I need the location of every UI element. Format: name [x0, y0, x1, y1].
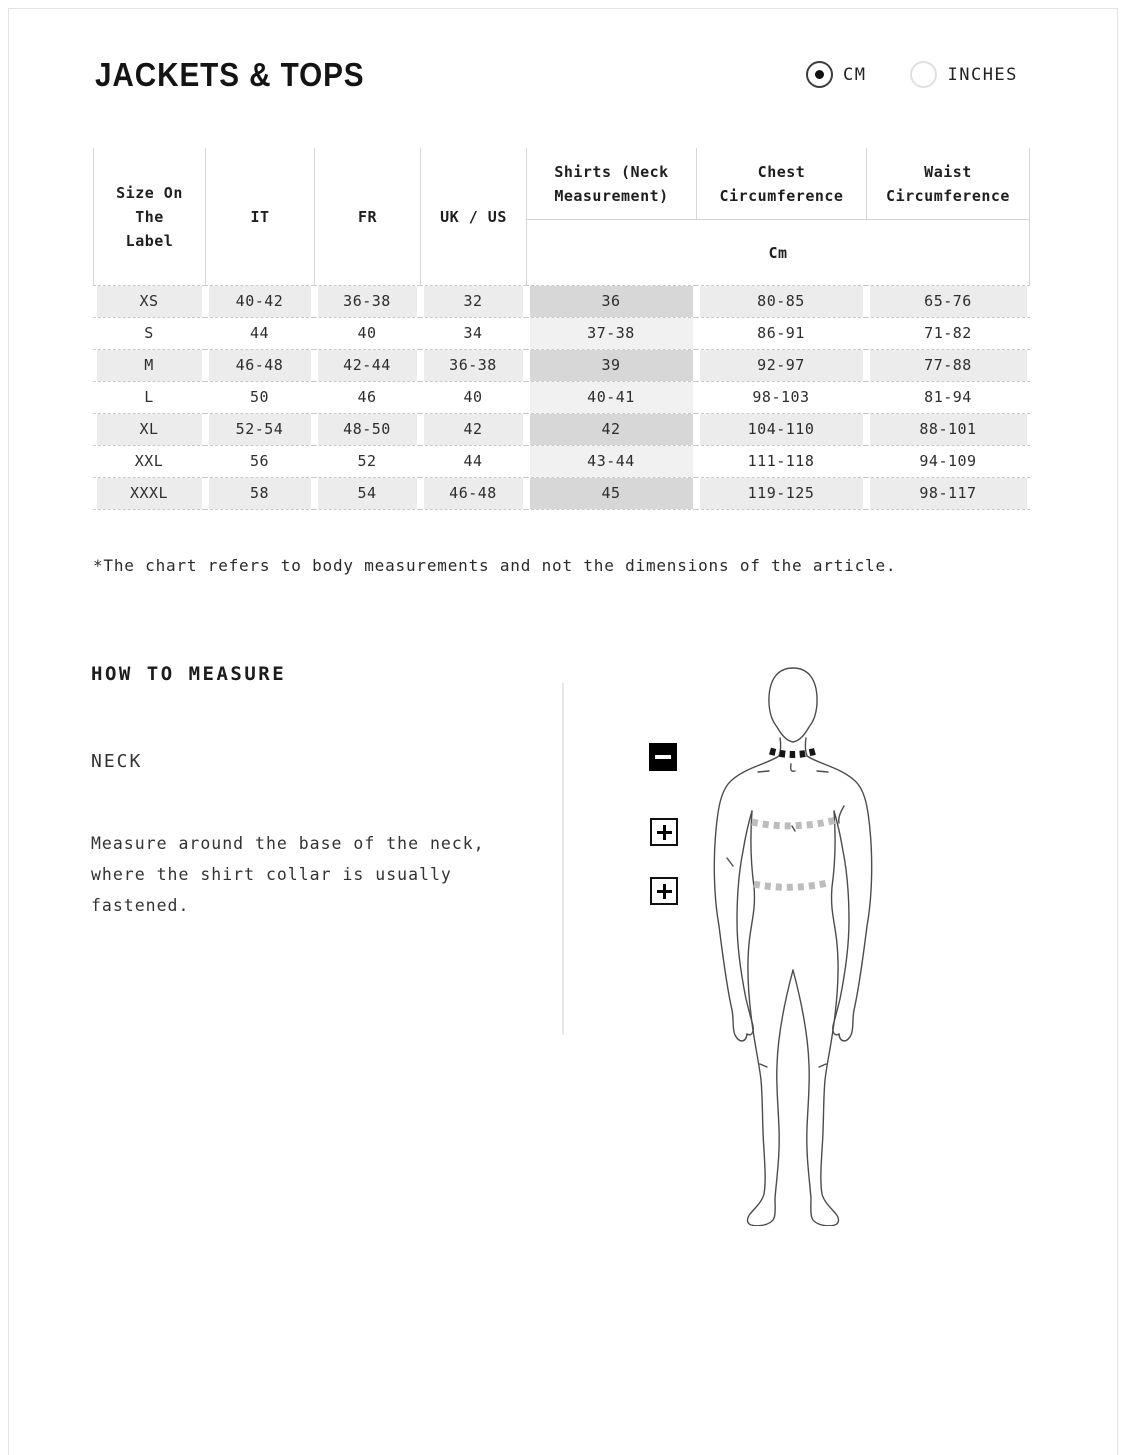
cell-ukus: 34 — [463, 324, 483, 342]
cell-ukus: 36-38 — [424, 350, 523, 381]
unit-option-cm[interactable] — [806, 61, 866, 88]
table-row-xxl — [93, 445, 1030, 477]
cell-neck: 37-38 — [530, 318, 693, 349]
cell-chest: 104-110 — [700, 414, 863, 445]
col-header-waist: Waist Circumference — [866, 148, 1030, 219]
size-table-container — [93, 148, 1030, 510]
col-header-fr: FR — [314, 148, 420, 285]
cell-chest: 111-118 — [747, 452, 815, 470]
unit-inches-label[interactable]: INCHES — [947, 64, 1018, 85]
figure-left-leg — [748, 811, 794, 1226]
cell-it: 58 — [209, 478, 311, 509]
table-row-l — [93, 381, 1030, 413]
vertical-divider — [562, 683, 564, 1035]
cell-chest: 92-97 — [700, 350, 863, 381]
unit-option-inches[interactable] — [910, 61, 1017, 88]
cell-fr: 46 — [357, 388, 377, 406]
cell-neck: 45 — [530, 478, 693, 509]
unit-cm-label[interactable]: CM — [843, 64, 867, 85]
cell-size: XS — [97, 286, 202, 317]
col-header-it: IT — [205, 148, 314, 285]
cell-waist: 81-94 — [924, 388, 972, 406]
col-header-size: Size On The Label — [93, 148, 205, 285]
cell-neck: 39 — [530, 350, 693, 381]
measure-section-label-neck: NECK — [91, 751, 143, 772]
figure-left-arm — [714, 756, 779, 1041]
neck-measure-line — [770, 751, 816, 755]
cell-it: 50 — [249, 388, 270, 406]
cell-size: S — [144, 324, 154, 342]
cell-fr: 40 — [357, 324, 377, 342]
cell-it: 56 — [249, 452, 270, 470]
page-title: JACKETS & TOPS — [95, 56, 365, 93]
cell-waist: 88-101 — [870, 414, 1027, 445]
cell-neck: 43-44 — [530, 446, 693, 477]
waist-measure-line — [754, 883, 827, 887]
table-row-xxxl — [93, 477, 1030, 510]
figure-right-arm — [807, 756, 872, 1041]
measure-section-description: Measure around the base of the neck, where the shirt collar is usually fastened. — [91, 834, 485, 915]
cell-ukus: 46-48 — [424, 478, 523, 509]
plus-icon — [657, 884, 672, 899]
cell-size: M — [97, 350, 202, 381]
cell-ukus: 44 — [463, 452, 483, 470]
size-chart-table — [93, 148, 1030, 510]
cell-chest: 80-85 — [700, 286, 863, 317]
chest-measure-line — [752, 819, 839, 826]
minus-icon — [655, 755, 671, 759]
col-header-neck: Shirts (Neck Measurement) — [526, 148, 696, 219]
unit-subheader: Cm — [526, 219, 1030, 285]
cell-ukus: 32 — [424, 286, 523, 317]
cell-chest: 98-103 — [752, 388, 810, 406]
plus-icon — [657, 825, 672, 840]
cell-it: 52-54 — [209, 414, 311, 445]
cell-size: L — [144, 388, 154, 406]
col-header-ukus: UK / US — [420, 148, 526, 285]
cell-neck: 36 — [530, 286, 693, 317]
table-row-s — [93, 317, 1030, 349]
cell-waist: 94-109 — [919, 452, 977, 470]
how-to-measure-heading: HOW TO MEASURE — [91, 663, 287, 685]
cell-waist: 98-117 — [870, 478, 1027, 509]
col-header-chest: Chest Circumference — [696, 148, 866, 219]
table-row-m — [93, 349, 1030, 381]
table-row-xs — [93, 285, 1030, 317]
cell-ukus: 42 — [424, 414, 523, 445]
chest-expand-button[interactable] — [650, 818, 678, 846]
neck-collapse-button[interactable] — [649, 743, 677, 771]
cell-size: XXXL — [97, 478, 202, 509]
cell-size: XXL — [134, 452, 164, 470]
cell-waist: 71-82 — [924, 324, 972, 342]
cell-ukus: 40 — [463, 388, 483, 406]
cell-waist: 65-76 — [870, 286, 1027, 317]
cell-fr: 48-50 — [318, 414, 417, 445]
figure-detail-ticks — [727, 764, 844, 1067]
radio-cm-selected-icon[interactable] — [806, 61, 833, 88]
body-measurement-figure — [705, 660, 881, 1226]
unit-toggle — [806, 61, 1018, 88]
cell-it: 44 — [249, 324, 270, 342]
figure-right-leg — [793, 811, 839, 1226]
cell-chest: 119-125 — [700, 478, 863, 509]
waist-expand-button[interactable] — [650, 877, 678, 905]
cell-fr: 54 — [318, 478, 417, 509]
table-row-xl — [93, 413, 1030, 445]
radio-inches-unselected-icon[interactable] — [910, 61, 937, 88]
cell-fr: 42-44 — [318, 350, 417, 381]
cell-neck: 42 — [530, 414, 693, 445]
cell-waist: 77-88 — [870, 350, 1027, 381]
cell-fr: 52 — [357, 452, 377, 470]
cell-it: 46-48 — [209, 350, 311, 381]
table-footnote: *The chart refers to body measurements and not the dimensions of the article. — [93, 556, 897, 575]
cell-it: 40-42 — [209, 286, 311, 317]
cell-neck: 40-41 — [530, 382, 693, 413]
cell-chest: 86-91 — [757, 324, 805, 342]
figure-head — [769, 668, 817, 742]
cell-fr: 36-38 — [318, 286, 417, 317]
cell-size: XL — [97, 414, 202, 445]
